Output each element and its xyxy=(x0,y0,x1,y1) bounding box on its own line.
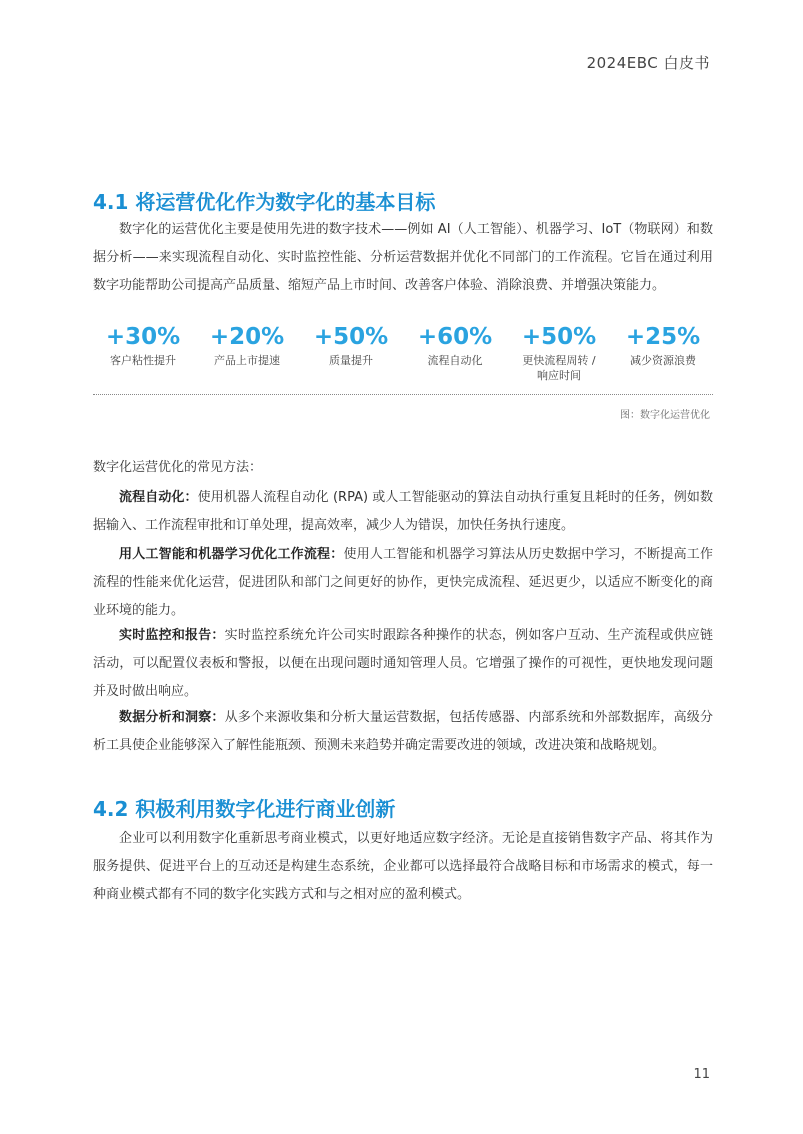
stat-label: 流程自动化 xyxy=(427,354,483,367)
stat-label: 质量提升 xyxy=(329,354,373,367)
method-paragraph xyxy=(93,484,713,540)
stat-label: 产品上市提速 xyxy=(214,354,280,367)
section-body-paragraph: 企业可以利用数字化重新思考商业模式，以更好地适应数字经济。无论是直接销售数字产品、将其作为服务提供、促进平台上的互动还是构建生态系统，企业都可以选择最符合战略目标和市场需求的模式，每一种商业模式都有不同的数字化实践方式和与之相对应的盈利模式。 xyxy=(93,831,713,902)
method-text: 从多个来源收集和分析大量运营数据，包括传感器、内部系统和外部数据库，高级分析工具使企业能够深入了解性能瓶颈、预测未来趋势并确定需要改进的领域，改进决策和战略规划。 xyxy=(93,710,713,753)
page-number: 11 xyxy=(693,1067,710,1082)
section-heading-4-1: 4.1 将运营优化作为数字化的基本目标 xyxy=(93,190,436,214)
stat-item xyxy=(405,322,505,383)
section-intro-paragraph: 数字化的运营优化主要是使用先进的数字技术——例如 AI（人工智能）、机器学习、IoT（物联网）和数据分析——来实现流程自动化、实时监控性能、分析运营数据并优化不同部门的工作流程。它旨在通过利用数字功能帮助公司提高产品质量、缩短产品上市时间、改善客户体验、消除浪费、并增强决策能力。 xyxy=(93,222,713,293)
stat-value: +25% xyxy=(625,324,701,350)
methods-intro: 数字化运营优化的常见方法： xyxy=(93,460,263,475)
stat-item xyxy=(613,322,713,383)
figure-caption: 图：数字化运营优化 xyxy=(620,410,710,421)
method-text: 实时监控系统允许公司实时跟踪各种操作的状态，例如客户互动、生产流程或供应链活动，可以配置仪表板和警报，以便在出现问题时通知管理人员。它增强了操作的可视性，更快地发现问题并及时做出响应。 xyxy=(93,628,713,699)
method-paragraph xyxy=(93,541,713,625)
method-text: 使用人工智能和机器学习算法从历史数据中学习，不断提高工作流程的性能来优化运营，促进团队和部门之间更好的协作，更快完成流程、延迟更少，以适应不断变化的商业环境的能力。 xyxy=(93,547,713,618)
method-paragraph xyxy=(93,622,713,706)
method-paragraph xyxy=(93,704,713,760)
method-title: 数据分析和洞察： xyxy=(119,710,225,725)
dotted-divider xyxy=(93,394,713,395)
method-text: 使用机器人流程自动化 (RPA) 或人工智能驱动的算法自动执行重复且耗时的任务，例如数据输入、工作流程审批和订单处理，提高效率，减少人为错误，加快任务执行速度。 xyxy=(93,490,713,533)
section-heading-4-2: 4.2 积极利用数字化进行商业创新 xyxy=(93,797,396,821)
stat-value: +50% xyxy=(313,324,389,350)
stat-item xyxy=(509,322,609,383)
method-title: 实时监控和报告： xyxy=(119,628,225,643)
stat-item xyxy=(93,322,193,383)
stat-item xyxy=(301,322,401,383)
stat-value: +30% xyxy=(105,324,181,350)
stat-label: 更快流程周转 / 响应时间 xyxy=(522,354,596,382)
method-title: 流程自动化： xyxy=(119,490,198,505)
stat-label: 客户粘性提升 xyxy=(110,354,176,367)
document-header-title: 2024EBC 白皮书 xyxy=(586,54,710,72)
stat-value: +60% xyxy=(417,324,493,350)
stat-value: +20% xyxy=(209,324,285,350)
stat-item xyxy=(197,322,297,383)
stat-value: +50% xyxy=(521,324,597,350)
stats-row xyxy=(93,322,713,383)
method-title: 用人工智能和机器学习优化工作流程： xyxy=(119,547,344,562)
stat-label: 减少资源浪费 xyxy=(630,354,696,367)
